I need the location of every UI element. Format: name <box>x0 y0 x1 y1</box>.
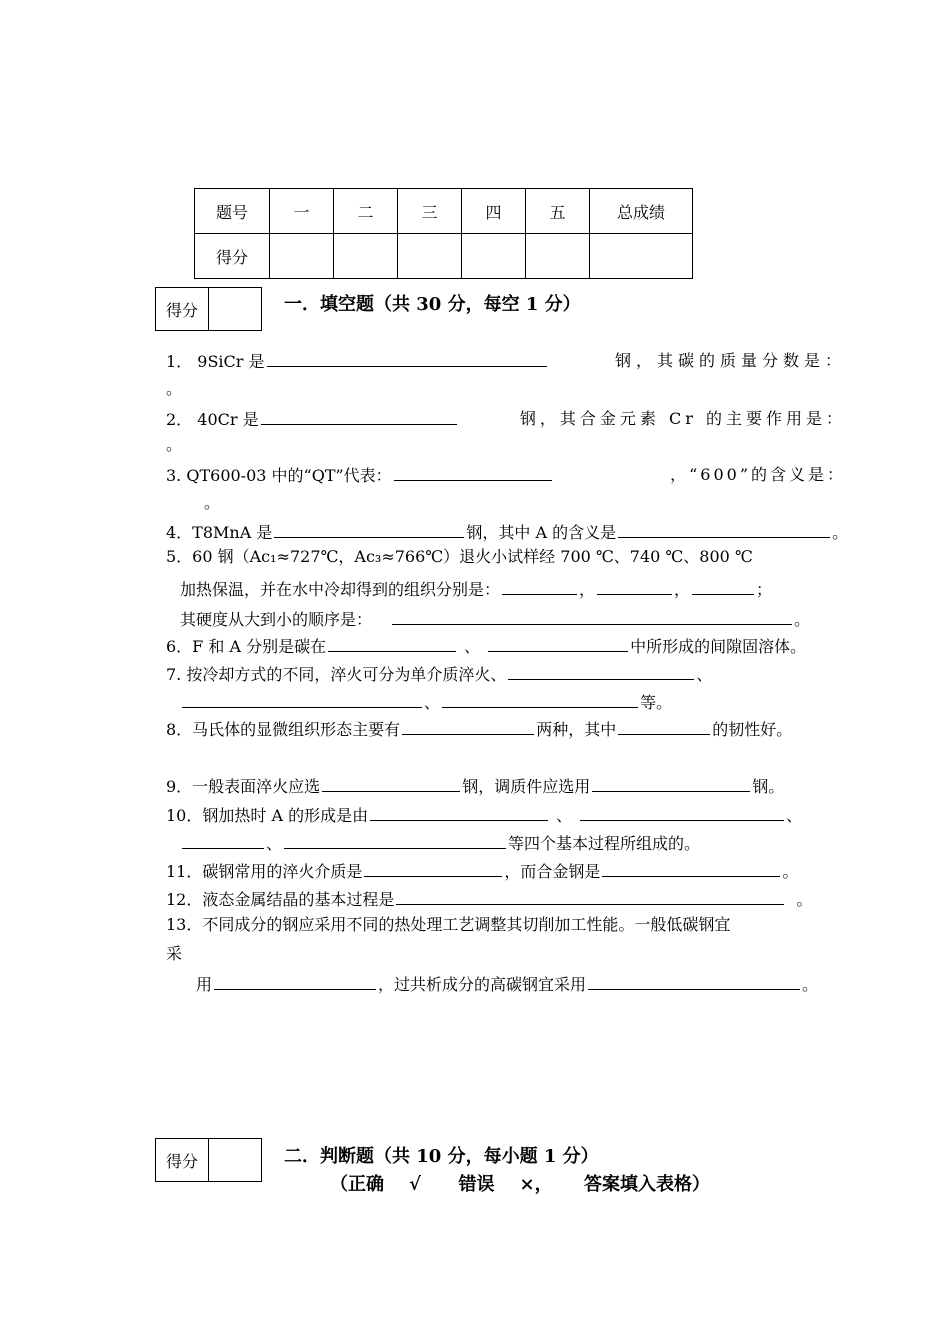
q10-end: 等四个基本过程所组成的。 <box>508 834 701 853</box>
section1-heading: 一．填空题（共 30 分，每空 1 分） <box>284 294 581 315</box>
answer-blank[interactable] <box>488 633 628 652</box>
q8-text: 的韧性好。 <box>712 720 793 739</box>
question-5-line2 <box>180 576 772 601</box>
section1-score-box <box>155 287 262 331</box>
answer-blank[interactable] <box>261 406 457 425</box>
q2-text: 钢，其合金元素 Cr 的主要作用是： <box>519 409 846 428</box>
score-input-cell[interactable] <box>398 234 462 279</box>
q6-text: 中所形成的间隙固溶体。 <box>630 637 807 656</box>
table-cell: 总成绩 <box>590 189 693 234</box>
q9-text: 9．一般表面淬火应选 <box>166 777 321 796</box>
q10-sep: 、 <box>556 806 573 825</box>
table-cell: 得分 <box>195 234 270 279</box>
q6-text: 6．F 和 A 分别是碳在 <box>166 637 327 656</box>
question-4 <box>166 519 848 544</box>
answer-blank[interactable] <box>502 576 577 595</box>
answer-blank[interactable] <box>267 348 547 367</box>
question-3 <box>166 462 846 486</box>
answer-blank[interactable] <box>322 773 460 792</box>
question-8 <box>166 716 792 741</box>
answer-blank[interactable] <box>328 633 456 652</box>
q11-end: 。 <box>782 862 799 881</box>
table-cell: 三 <box>398 189 462 234</box>
answer-blank[interactable] <box>394 462 552 481</box>
q1-end: 。 <box>166 379 183 398</box>
q8-text: 两种，其中 <box>536 720 617 739</box>
question-11 <box>166 858 798 883</box>
q11-text: 11．碳钢常用的淬火介质是 <box>166 862 363 881</box>
answer-blank[interactable] <box>508 661 694 680</box>
question-10-line2 <box>180 830 700 855</box>
question-12 <box>166 886 812 911</box>
q7-sep: 、 <box>696 665 713 684</box>
answer-blank[interactable] <box>214 971 376 990</box>
table-cell: 二 <box>334 189 398 234</box>
answer-blank[interactable] <box>618 519 830 538</box>
q9-text: 钢。 <box>752 777 785 796</box>
score-input-cell[interactable] <box>590 234 693 279</box>
score-table-score-row <box>195 234 693 279</box>
question-7 <box>166 661 712 686</box>
question-9 <box>166 773 784 798</box>
q13-end: 。 <box>802 975 819 994</box>
q5-semicolon: ； <box>756 580 773 599</box>
q13-line1: 13．不同成分的钢应采用不同的热处理工艺调整其切削加工性能。一般低碳钢宜 <box>166 915 731 934</box>
section2-subheading: （正确 √ 错误 ×， 答案填入表格） <box>330 1174 710 1195</box>
q1-text: 1． 9SiCr 是 <box>166 352 265 371</box>
answer-blank[interactable] <box>597 576 672 595</box>
score-input-cell[interactable] <box>462 234 526 279</box>
score-table-header-row <box>195 189 693 234</box>
q2-end: 。 <box>166 435 183 454</box>
q3-text: 3. QT600-03 中的“QT”代表： <box>166 466 392 485</box>
q7-sep: 、 <box>424 693 441 712</box>
q6-sep: 、 <box>464 637 481 656</box>
answer-blank[interactable] <box>182 830 264 849</box>
score-box-label: 得分 <box>156 288 209 330</box>
q5-text: 其硬度从大到小的顺序是： <box>180 610 373 629</box>
table-cell: 一 <box>270 189 334 234</box>
answer-blank[interactable] <box>618 716 710 735</box>
q5-comma: ， <box>674 580 691 599</box>
q9-text: 钢，调质件应选用 <box>462 777 591 796</box>
answer-blank[interactable] <box>182 689 422 708</box>
q5-comma: ， <box>579 580 596 599</box>
score-input-cell[interactable] <box>526 234 590 279</box>
q5-text: 加热保温，并在水中冷却得到的组织分别是： <box>180 580 501 599</box>
q5-line1: 5．60 钢（Ac₁≈727℃，Ac₃≈766℃）退火小试样经 700 ℃、740 ℃、800 ℃ <box>166 547 753 566</box>
answer-blank[interactable] <box>692 576 754 595</box>
section2-heading: 二．判断题（共 10 分，每小题 1 分） <box>284 1146 599 1167</box>
q7-text: 7. 按冷却方式的不同，淬火可分为单介质淬火、 <box>166 665 507 684</box>
answer-blank[interactable] <box>602 858 780 877</box>
answer-blank[interactable] <box>284 830 506 849</box>
q4-text: 钢，其中 A 的含义是 <box>466 523 617 542</box>
question-13-line3 <box>196 971 818 996</box>
answer-blank[interactable] <box>580 802 784 821</box>
q13-text: ，过共析成分的高碳钢宜采用 <box>378 975 587 994</box>
table-cell: 题号 <box>195 189 270 234</box>
table-cell: 四 <box>462 189 526 234</box>
answer-blank[interactable] <box>402 716 534 735</box>
q8-text: 8．马氏体的显微组织形态主要有 <box>166 720 401 739</box>
question-7-line2 <box>180 689 672 714</box>
answer-blank[interactable] <box>370 802 548 821</box>
q1-text: 钢，其碳的质量分数是： <box>614 351 846 370</box>
answer-blank[interactable] <box>274 519 464 538</box>
question-5-line3 <box>180 606 810 631</box>
score-input-cell[interactable] <box>334 234 398 279</box>
answer-blank[interactable] <box>392 606 792 625</box>
question-1 <box>166 348 846 372</box>
answer-blank[interactable] <box>592 773 750 792</box>
q10-sep: 、 <box>786 806 803 825</box>
q10-sep: 、 <box>266 834 283 853</box>
q11-text: ，而合金钢是 <box>504 862 601 881</box>
q12-text: 12．液态金属结晶的基本过程是 <box>166 890 395 909</box>
q7-end: 等。 <box>640 693 673 712</box>
score-table <box>194 188 693 279</box>
q3-text: ，“600”的含义是： <box>670 465 846 484</box>
q5-end: 。 <box>794 610 811 629</box>
q2-text: 2． 40Cr 是 <box>166 410 259 429</box>
q13-text: 用 <box>196 975 213 994</box>
q4-text: 4．T8MnA 是 <box>166 523 273 542</box>
answer-blank[interactable] <box>396 886 784 905</box>
q4-end: 。 <box>832 523 849 542</box>
score-input-cell[interactable] <box>270 234 334 279</box>
q13-line2: 采 <box>166 944 183 963</box>
question-10 <box>166 802 802 827</box>
answer-blank[interactable] <box>442 689 638 708</box>
table-cell: 五 <box>526 189 590 234</box>
section2-score-box <box>155 1138 262 1182</box>
q12-end: 。 <box>796 890 813 909</box>
q3-end: 。 <box>204 493 221 512</box>
answer-blank[interactable] <box>588 971 800 990</box>
answer-blank[interactable] <box>364 858 502 877</box>
question-2 <box>166 406 846 430</box>
score-box-label: 得分 <box>156 1139 209 1181</box>
question-6 <box>166 633 806 658</box>
q10-text: 10．钢加热时 A 的形成是由 <box>166 806 369 825</box>
